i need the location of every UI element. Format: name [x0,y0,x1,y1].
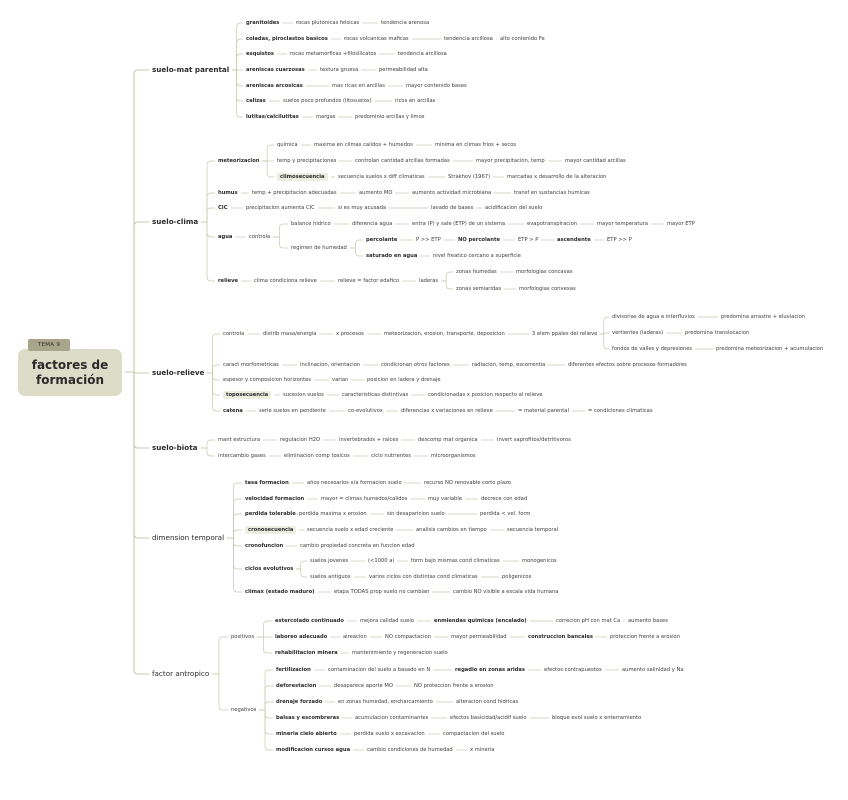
connector-s2 [207,365,220,373]
node-g1d[interactable]: aumento salinidad y Na [622,667,684,673]
node-r2[interactable]: relieve = factor edafico [338,278,399,284]
node-d6a3[interactable]: monogenicos [522,558,557,564]
node-g4[interactable]: balsas y escombreras [276,715,340,721]
connector-g5 [259,710,273,734]
node-m[interactable]: meteorizacion [218,158,260,164]
connector-c [201,208,215,222]
node-r[interactable]: relieve [218,278,239,284]
node-g2[interactable]: deforestacion [276,683,317,689]
node-s4a[interactable]: sucesion suelos [283,392,324,398]
node-b4[interactable]: suelo-biota [152,443,198,452]
node-s5b[interactable]: co-evolutivos [348,408,383,414]
node-s1d[interactable]: 3 elem ppales del relieve [532,331,598,337]
node-t1[interactable]: mant estructura [218,437,261,443]
node-p1a[interactable]: mejora calidad suelo [360,618,414,624]
node-h[interactable]: humus [218,190,238,196]
node-a3a2[interactable]: NO percolante [458,237,500,243]
node-m3b[interactable]: Strakhov (1967) [448,174,491,180]
connector-d6 [227,538,242,569]
node-g3b[interactable]: alteracion cond hidricas [456,699,519,705]
node-d3c[interactable]: perdida < vel. form [480,511,531,517]
node-g2b[interactable]: NO proteccion frente a erosion [414,683,494,689]
node-b1b3[interactable]: alto contenido Fe [500,36,545,42]
node-p2d[interactable]: construccion bancales [528,634,594,640]
node-c3[interactable]: lavado de bases [431,205,474,211]
topic-tag: TEMA 9 [28,339,70,351]
node-s5d[interactable]: = material parental [518,408,569,414]
connector-g3 [259,702,273,710]
connector-g2 [259,686,273,710]
node-b1c2[interactable]: tendencia arcillosa [398,51,447,57]
root-node[interactable] [18,349,122,396]
node-s1d3a[interactable]: predomina meteorizacion + acumulacion [716,346,824,352]
node-a3[interactable]: regimen de humedad [291,245,347,251]
node-s5e[interactable]: = condiciones climaticas [588,408,653,414]
node-a3a3[interactable]: ETP > P [518,237,539,243]
node-s2a[interactable]: inclinacion, orientacion [300,362,361,368]
node-b1g1[interactable]: margas [316,114,336,120]
connector-p3 [257,637,272,653]
node-b1e2[interactable]: mayor contenido bases [406,83,467,89]
node-h2[interactable]: aumento MO [359,190,393,196]
node-b1f[interactable]: calizas [246,98,266,104]
node-m2c[interactable]: mayor cantidad arcillas [565,158,626,164]
node-g[interactable]: negativos [231,707,257,713]
node-p1d[interactable]: aumento bases [628,618,668,624]
node-p3a[interactable]: mantenimiento y regeneracion suelo [352,650,448,656]
connector-s1d3 [600,334,609,349]
node-a2d[interactable]: mayor temperatura [597,221,648,227]
connector-h [201,193,215,222]
node-s3b[interactable]: posicion en ladera y drenaje [367,377,441,383]
node-d4c[interactable]: secuencia temporal [507,527,559,533]
node-r3b1[interactable]: morfologias convexas [519,286,576,292]
node-s3a[interactable]: varian [332,377,349,383]
node-d7b[interactable]: cambio NO visible a escala vida humana [453,589,559,595]
node-m1[interactable]: quimica [277,142,298,148]
node-d4a[interactable]: secuencia suelo x edad creciente [307,527,394,533]
connector-a [201,222,215,237]
connector-r [201,222,215,281]
connector-b2 [125,222,149,372]
node-a2e[interactable]: mayor ETP [667,221,695,227]
node-t2c[interactable]: microorganismos [431,453,476,459]
node-c1[interactable]: precipitacion aumenta CIC [246,205,315,211]
node-d7a[interactable]: etapa TODAS prop suelo no cambian [334,589,430,595]
node-b3[interactable]: suelo-relieve [152,368,205,377]
node-b1b1[interactable]: rocas volcanicas maficas [344,36,409,42]
node-c2[interactable]: si es muy acusada [338,205,387,211]
connector-t2 [201,448,215,456]
connector-t1 [201,440,215,448]
node-r3a1[interactable]: morfologias concavas [516,269,573,275]
node-g4c[interactable]: bloque evol suelo x enterramiento [552,715,642,721]
node-a3b[interactable]: saturado en agua [366,253,418,259]
node-g2a[interactable]: desaparece aporte MO [334,683,393,689]
node-s2c[interactable]: radiacion, temp, escorrentia [472,362,546,368]
node-p1b[interactable]: enmiendas quimicas (encalado) [434,618,527,624]
node-d3a[interactable]: perdida maxima x erosion [299,511,367,517]
connector-b4 [125,372,149,448]
connector-b5 [125,372,149,538]
node-b1e[interactable]: areniscas arcosicas [246,83,303,89]
node-s1d3[interactable]: fondos de valles y depresiones [612,346,693,352]
node-s1a[interactable]: distrib masa/energia [263,331,317,337]
node-d2c[interactable]: decrece con edad [481,496,528,502]
node-d6a2[interactable]: form bajo mismas cond climaticas [411,558,500,564]
node-g1c[interactable]: efectos contrapuestos [544,667,602,673]
connector-a3 [273,237,288,248]
connector-g [212,674,228,710]
node-d6a[interactable]: suelos jovenes [310,558,349,564]
node-s1d1a[interactable]: predomina arrastre + eluviacion [721,314,806,320]
node-h4[interactable]: transf en sustancias humicas [514,190,590,196]
node-b1[interactable]: suelo-mat parental [152,65,230,74]
connector-d6b [296,569,307,577]
node-m2b[interactable]: mayor precipitacion, temp [476,158,545,164]
connector-g4 [259,710,273,718]
node-d1a[interactable]: años necesarios x/a formacion suelo [307,480,402,486]
node-d2b[interactable]: muy variable [428,496,462,502]
node-b1a[interactable]: granitoides [246,20,280,26]
node-a2c[interactable]: evapotranspiracion [527,221,578,227]
node-d6b1[interactable]: varios ciclos con distintas cond climaticas [369,574,478,580]
node-g3a[interactable]: en zonas humedad, encharcamiento [338,699,433,705]
node-a2b[interactable]: entra (P) y sale (ETP) de un sistema [412,221,506,227]
node-s5a[interactable]: serie suelos en pendiente [259,408,326,414]
connector-m1 [262,145,274,161]
node-d6a1[interactable]: (<1000 a) [368,558,395,564]
connector-d5 [227,538,242,546]
node-t1d[interactable]: invert saprofitos/detritivoros [497,437,571,443]
node-c[interactable]: CIC [218,205,228,211]
node-s5[interactable]: catena [223,408,243,414]
node-g4a[interactable]: acumulacion contaminantes [355,715,429,721]
node-a3b1[interactable]: nivel freatico cercano a superficie [433,253,521,259]
connector-s3 [207,373,220,380]
connector-b1f [232,70,243,101]
node-m1b[interactable]: minima en climas frios + secos [435,142,517,148]
node-b1b[interactable]: coladas, piroclastos basicos [246,36,328,42]
node-s4c[interactable]: condicionadas x posicion respecto al relieve [428,392,543,398]
node-r3[interactable]: laderas [419,278,439,284]
node-s4[interactable]: toposecuencia [223,391,271,399]
node-m1a[interactable]: maxima en climas calidos + humedos [314,142,413,148]
node-s5c[interactable]: diferencias x variaciones en relieve [401,408,493,414]
node-b1f2[interactable]: ricos en arcillas [395,98,436,104]
node-r1[interactable]: clima condiciona relieve [254,278,317,284]
node-m2a[interactable]: controlan cantidad arcillas formadas [355,158,450,164]
node-t2b[interactable]: ciclo nutrientes [371,453,412,459]
node-b1c1[interactable]: rocas metamorficas +filosilicatos [290,51,377,57]
connector-a3b [350,248,363,256]
node-g3[interactable]: drenaje forzado [276,699,323,705]
connector-b6 [125,372,149,674]
node-d6[interactable]: ciclos evolutivos [245,566,294,572]
connector-a2 [273,224,288,237]
node-g1a[interactable]: contaminacion del suelo a basado en N [328,667,431,673]
node-s1d2[interactable]: vertientes (laderas) [612,330,664,336]
node-s2b[interactable]: condicionan otros factores [381,362,450,368]
node-a1[interactable]: controla [249,234,271,240]
connector-d2 [227,499,242,538]
node-a2[interactable]: balance hidrico [291,221,331,227]
connector-s1d1 [600,317,609,334]
node-g6b[interactable]: x mineria [470,747,495,753]
node-s3[interactable]: espesor y composicion horizontes [223,377,311,383]
node-d4b[interactable]: analisis cambios en tiempo [416,527,487,533]
connector-b1g [232,70,243,117]
node-p2c[interactable]: mayor permeabilidad [451,634,507,640]
connector-r3b [441,281,453,289]
node-d6b2[interactable]: poligenicos [502,574,532,580]
node-p1c[interactable]: correcion pH con mat Ca [556,618,621,624]
connector-b1b [232,39,243,70]
node-s1b[interactable]: x procesos [336,331,364,337]
node-d5[interactable]: cronofuncion [245,543,284,549]
connector-b1c [232,54,243,70]
node-b1g2[interactable]: predominio arcillas y limos [355,114,425,120]
node-m2[interactable]: temp y precipitaciones [277,158,337,164]
node-b1f1[interactable]: suelos poco profundos (litosuelos) [283,98,372,104]
connector-g6 [259,710,273,750]
node-p[interactable]: positivos [231,634,255,640]
node-d1[interactable]: tasa formacion [245,480,289,486]
node-a3a1[interactable]: P >> ETP [416,237,441,243]
node-t2a[interactable]: eliminacion comp toxicos [284,453,350,459]
node-b1d1[interactable]: textura gruesa [320,67,359,73]
node-d3b[interactable]: sin desaparicion suelo [387,511,445,517]
node-b5[interactable]: dimension temporal [152,533,225,542]
node-h3[interactable]: aumento actividad microbiana [412,190,492,196]
node-g5[interactable]: mineria cielo abierto [276,731,337,737]
node-d2[interactable]: velocidad formacion [245,496,305,502]
node-b1b2[interactable]: tendencia arcillosa [444,36,493,42]
connector-p1 [257,621,272,637]
connector-b1e [232,70,243,86]
connector-s1 [207,334,220,373]
node-g4b[interactable]: efectos basicidad/acidif suelo [450,715,527,721]
connector-m [201,161,215,222]
node-a3a4[interactable]: ascendente [557,237,591,243]
node-t2[interactable]: intercambio gases [218,453,266,459]
node-g6a[interactable]: cambio condiciones de humedad [367,747,453,753]
connector-a3a [350,240,363,248]
node-d7[interactable]: climax (estado maduro) [245,589,315,595]
node-b1a2[interactable]: tendencia arenosa [381,20,430,26]
root-title: factores de formación [31,357,109,387]
node-s2[interactable]: caract morfometricas [223,362,279,368]
node-d3[interactable]: perdida tolerable [245,511,296,517]
node-s4b[interactable]: caracteristicas distintivas [342,392,409,398]
node-p2a[interactable]: aireacion [343,634,367,640]
connector-d6a [296,561,307,569]
node-m3[interactable]: climosecuencia [277,173,328,181]
node-h1[interactable]: temp + precipitacion adecuadas [252,190,337,196]
node-p1[interactable]: estercolado continuado [275,618,344,624]
node-b1c[interactable]: esquistos [246,51,275,57]
node-m3c[interactable]: marcadas x desarrollo de la alteracion [507,174,607,180]
node-t1c[interactable]: descomp mat organica [418,437,478,443]
node-b1a1[interactable]: rocas plutonicas felsicas [296,20,360,26]
node-d4[interactable]: cronosecuencia [245,526,296,534]
node-b6[interactable]: factor antropico [152,669,210,678]
node-b1g[interactable]: lutitas/calcilutitas [246,114,299,120]
node-p2b[interactable]: NO compactacion [385,634,431,640]
node-p3[interactable]: rehabilitacion minera [275,650,338,656]
node-p2e[interactable]: proteccion frente a erosion [610,634,680,640]
node-b1d2[interactable]: permeabilidad alta [379,67,428,73]
node-g5b[interactable]: compactacion del suelo [443,731,505,737]
node-s2d[interactable]: diferentes efectos sobre procesos formadores [568,362,687,368]
node-g6[interactable]: modificacion cursos agua [276,747,351,753]
node-b1d[interactable]: areniscas cuarzosas [246,67,305,73]
node-g5a[interactable]: perdida suelo x excavacion [354,731,425,737]
connector-b1a [232,23,243,70]
connector-d3 [227,514,242,538]
connector-g1 [259,670,273,710]
node-d1b[interactable]: recurso NO renovable corto plazo [424,480,511,486]
node-a[interactable]: agua [218,234,233,240]
node-t1a[interactable]: regulacion H2O [280,437,321,443]
node-d5a[interactable]: cambio propiedad concreta en funcion edad [300,543,415,549]
node-d2a[interactable]: mayor = climas humedos/calidos [321,496,408,502]
node-a2a[interactable]: diferencia agua [352,221,393,227]
node-s1d2a[interactable]: predomina translocacion [685,330,750,336]
connector-m3 [262,161,274,177]
connector-p [212,637,228,674]
node-s1d1[interactable]: divisorias de agua e interfluvios [612,314,695,320]
node-c4[interactable]: acidificacion del suelo [485,205,543,211]
node-g1b[interactable]: regadio en zonas aridas [455,667,525,673]
node-d6b[interactable]: suelos antiguos [310,574,351,580]
node-r3a[interactable]: zonas humedas [456,269,497,275]
connector-b1 [125,70,149,372]
node-b2[interactable]: suelo-clima [152,217,199,226]
connector-d4 [227,530,242,538]
connector-r3a [441,272,453,281]
node-s1[interactable]: controla [223,331,245,337]
node-p2[interactable]: laboreo adecuado [275,634,328,640]
node-a3a5[interactable]: ETP >> P [607,237,632,243]
node-a3a[interactable]: percolante [366,237,398,243]
node-t1b[interactable]: invertebrados + raices [339,437,399,443]
node-b1e1[interactable]: mas ricas en arcillas [332,83,385,89]
node-s1c[interactable]: meteorizacion, erosion, transporte, deposicion [384,331,505,337]
node-m3a[interactable]: secuencia suelos x diff climaticas [338,174,425,180]
connector-s4 [207,373,220,395]
node-r3b[interactable]: zonas semiaridas [456,286,502,292]
node-g1[interactable]: fertilizacion [276,667,311,673]
